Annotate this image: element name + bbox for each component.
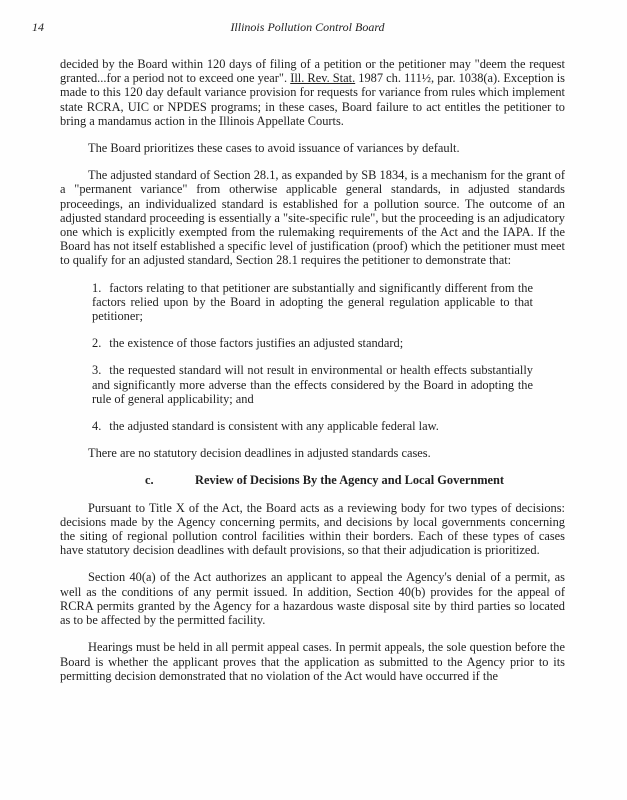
paragraph-text: decided by the Board within 120 days of filing of a petition or the petitioner may "deem the request granted...for a period not to exceed one year". [60, 57, 565, 86]
section-heading-label: c. [145, 473, 154, 488]
paragraph-adjusted-standard: The adjusted standard of Section 28.1, as expanded by SB 1834, is a mechanism for the grant of a "permanent variance" from otherwise applicable general standards, in adjusted standards proceedings, an individualized standard is established for a pollution source. The outcome of an adjusted standard proceeding is essentially a "site-specific rule", but the proceeding is an adjudicatory one which is explicitly exempted from the rulemaking requirements of the Act and the IAPA. If the Board has not itself established a specific level of justification (proof) which the petitioner must meet to qualify for an adjusted standard, Section 28.1 requires the petitioner to demonstrate that: [60, 168, 565, 268]
page-number: 14 [32, 20, 44, 34]
statute-citation: Ill. Rev. Stat. [290, 71, 356, 86]
paragraph-board-prioritizes: The Board prioritizes these cases to avoid issuance of variances by default. [88, 141, 460, 156]
document-body [60, 57, 565, 696]
section-heading-text: Review of Decisions By the Agency and Local Government [195, 473, 505, 488]
list-item-number: 2. [92, 336, 102, 351]
list-item-number: 3. [92, 363, 102, 378]
paragraph-section-40: Section 40(a) of the Act authorizes an applicant to appeal the Agency's denial of a permit, as well as the conditions of any permit issued. In addition, Section 40(b) provides for the appeal of RCRA permits granted by the Agency for a hazardous waste disposal site by third parties so located as to be affected by the permitted facility. [60, 570, 565, 628]
list-item [92, 336, 533, 350]
list-item-text: the existence of those factors justifies an adjusted standard; [109, 336, 404, 351]
list-item-number: 1. [92, 280, 102, 295]
paragraph-title-x-review: Pursuant to Title X of the Act, the Board acts as a reviewing body for two types of decisions: decisions made by the Agency concerning permits, and decisions by local governments concerning the siting of regional pollution control facilities within their borders. Each of these types of cases have statutory decision deadlines with default provisions, so that their adjudication is prioritized. [60, 500, 565, 558]
list-item [92, 281, 533, 324]
paragraph-no-deadlines: There are no statutory decision deadlines in adjusted standards cases. [88, 446, 431, 461]
paragraph-hearings: Hearings must be held in all permit appeal cases. In permit appeals, the sole question before the Board is whether the applicant proves that the application as submitted to the Agency prior to its permitting decision demonstrated that no violation of the Act would have occurred if the [60, 640, 565, 683]
list-item-text: factors relating to that petitioner are substantially and significantly different from the factors relied upon by the Board in adopting the general regulation applicable to that petitioner; [92, 280, 533, 324]
list-item-text: the adjusted standard is consistent with any applicable federal law. [109, 419, 439, 434]
section-heading [145, 473, 565, 487]
paragraph-variance-deadline [60, 57, 565, 128]
paragraph-text: 1987 ch. 111½, par. 1038(a). Exception is made to this 120 day default variance provision for requests for variance from rules which implement state RCRA, UIC or NPDES programs; in these cases, Board failure to act entitles the petitioner to bring a mandamus action in the Illinois Appellate Courts. [60, 71, 565, 128]
list-item [92, 419, 533, 433]
page-header [0, 20, 627, 36]
list-item-number: 4. [92, 419, 102, 434]
list-item-text: the requested standard will not result in environmental or health effects substantially and significantly more adverse than the effects considered by the Board in adopting the rule of general applicability; and [92, 363, 533, 406]
running-title: Illinois Pollution Control Board [230, 20, 385, 34]
list-item [92, 363, 533, 406]
